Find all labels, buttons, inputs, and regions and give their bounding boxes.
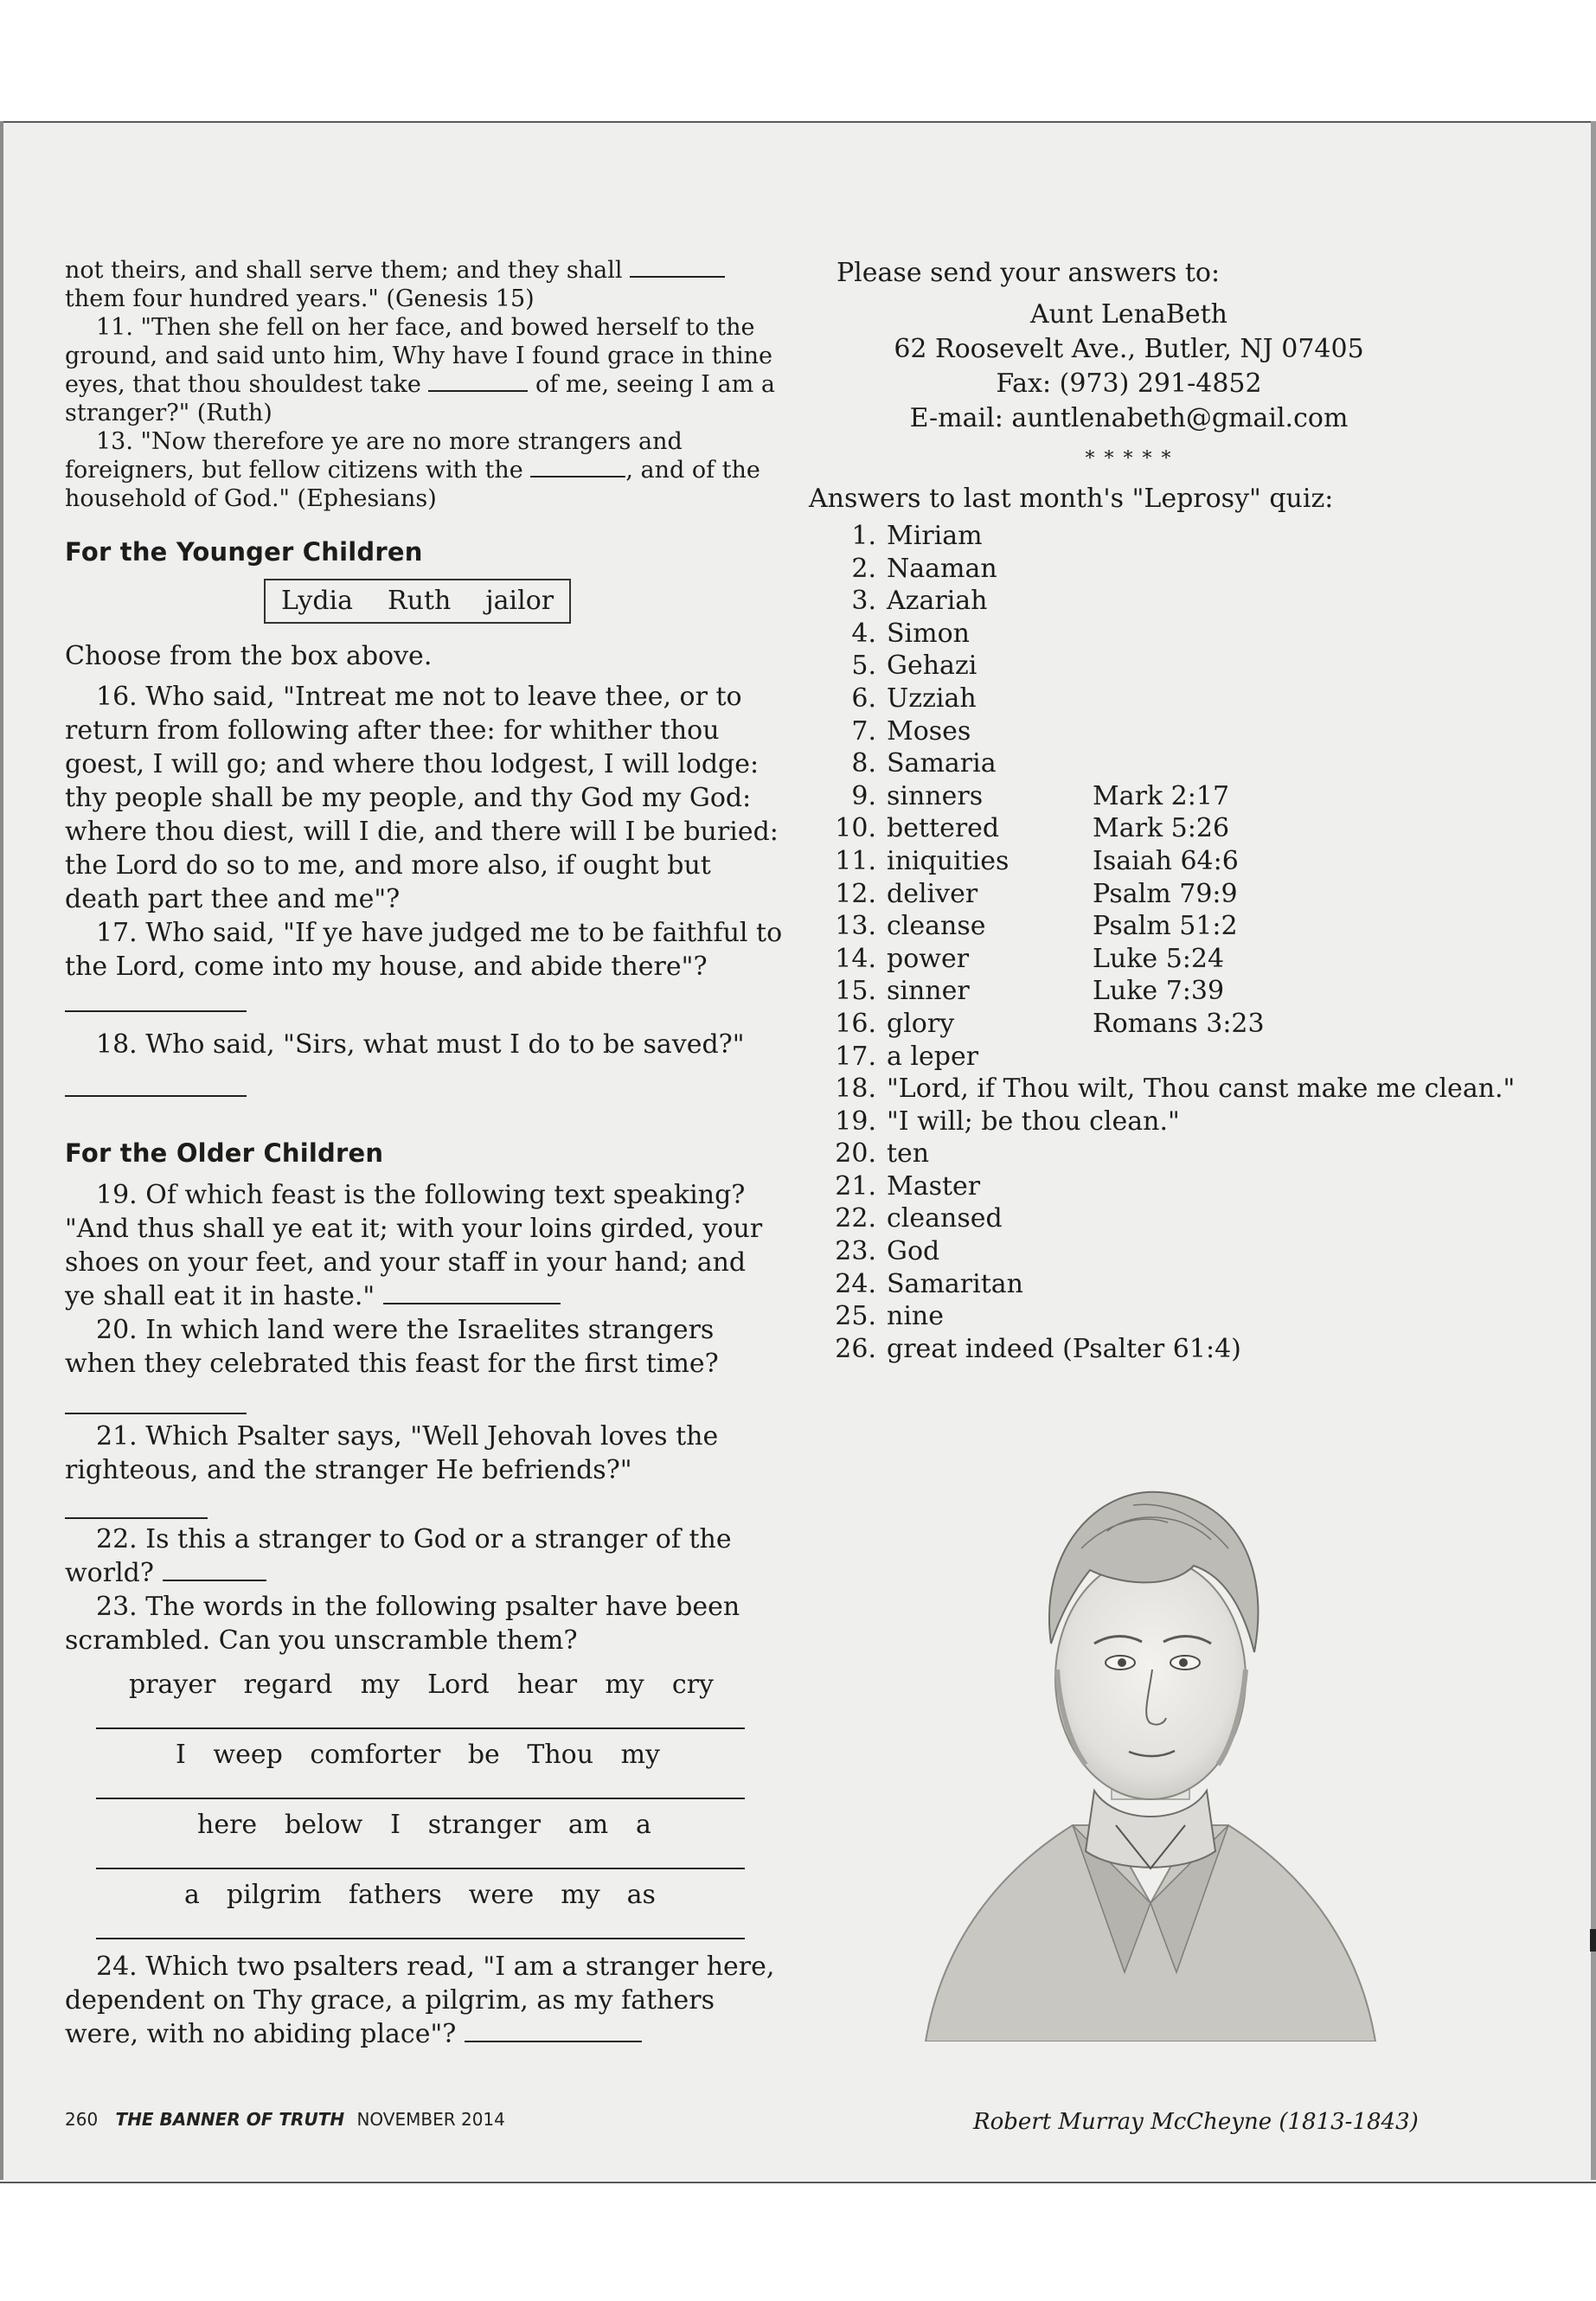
word-box-item: Lydia [281, 586, 354, 616]
answer-row: 16. glory Romans 3:23 [835, 1008, 1265, 1039]
question-11: 11. "Then she fell on her face, and bowed herself to the ground, and said unto him, Why have I found grace in thine eyes, that thou shouldest take of me, seeing I am a stranger?" (Ruth) [65, 314, 775, 426]
question-18: 18. Who said, "Sirs, what must I do to be saved?" [96, 1029, 745, 1060]
word-box [264, 579, 571, 624]
answer-blank[interactable] [630, 275, 725, 278]
right-column [809, 256, 1553, 1365]
younger-questions [65, 639, 783, 1097]
instruction: Choose from the box above. [65, 641, 433, 671]
answer-row: 24. Samaritan [835, 1268, 1023, 1299]
scan-edge-right [1591, 121, 1596, 2180]
answer-blank[interactable] [163, 1579, 266, 1581]
address-fax: Fax: (973) 291-4852 [996, 369, 1262, 399]
scan-edge-left [0, 121, 3, 2180]
question-23: 23. The words in the following psalter have been scrambled. Can you unscramble them? [65, 1592, 740, 1656]
answer-line[interactable] [96, 1937, 745, 1939]
page-number: 260 [65, 2109, 99, 2130]
question-13: 13. "Now therefore ye are no more strangers and foreigners, but fellow citizens with the , and of the household of God." (Ephesians) [65, 428, 760, 512]
answer-row: 22. cleansed [835, 1203, 1003, 1234]
scrambled-line: prayer regard my Lord hear my cry [129, 1670, 714, 1700]
answer-row: 12. deliver Psalm 79:9 [835, 878, 1238, 909]
older-children-heading: For the Older Children [65, 1138, 384, 1168]
answer-row: 8. Samaria [851, 748, 997, 779]
publication-name: THE BANNER OF TRUTH [115, 2109, 345, 2130]
answer-line[interactable] [65, 1412, 247, 1414]
answer-line[interactable] [65, 1009, 247, 1012]
answer-row: 25. nine [835, 1301, 944, 1332]
issue-date: NOVEMBER 2014 [356, 2109, 505, 2130]
question-10: not theirs, and shall serve them; and they shall them four hundred years." (Genesis 15) [65, 256, 783, 313]
answer-row: 3. Azariah [851, 586, 988, 617]
answer-row: 15. sinner Luke 7:39 [835, 976, 1225, 1007]
answer-blank[interactable] [383, 1302, 561, 1304]
answers-heading: Answers to last month's "Leprosy" quiz: [809, 484, 1334, 514]
answer-line[interactable] [65, 1516, 208, 1519]
answer-blank[interactable] [530, 475, 625, 478]
answer-row: 19. "I will; be thou clean." [835, 1106, 1180, 1137]
answer-row: 10. bettered Mark 5:26 [835, 813, 1230, 844]
answer-row: 14. power Luke 5:24 [835, 943, 1225, 974]
portrait-caption: Robert Murray McCheyne (1813-1843) [973, 2109, 1419, 2135]
address-street: 62 Roosevelt Ave., Butler, NJ 07405 [894, 334, 1364, 364]
answer-row: 20. ten [835, 1138, 930, 1170]
question-24: 24. Which two psalters read, "I am a stranger here, dependent on Thy grace, a pilgrim, as my fathers were, with no abiding place"? [65, 1952, 775, 2049]
answer-row: 1. Miriam [851, 521, 983, 551]
question-17: 17. Who said, "If ye have judged me to be faithful to the Lord, come into my house, and abide there"? [65, 918, 783, 982]
answer-row: 23. God [835, 1236, 940, 1267]
send-to-label: Please send your answers to: [836, 258, 1221, 288]
answer-row: 5. Gehazi [851, 651, 977, 682]
margin-mark [1590, 1929, 1596, 1952]
answer-row: 9. sinners Mark 2:17 [851, 780, 1230, 811]
scrambled-line: a pilgrim fathers were my as [184, 1880, 656, 1910]
answer-line[interactable] [96, 1867, 745, 1869]
question-22: 22. Is this a stranger to God or a stranger of the world? [65, 1524, 732, 1588]
answers-list [809, 520, 1553, 1365]
section-divider: * * * * * [1085, 448, 1173, 470]
scrambled-line: I weep comforter be Thou my [176, 1740, 660, 1770]
answer-row: 21. Master [835, 1170, 981, 1202]
scrambled-psalter [129, 1668, 714, 1939]
page-footer [65, 2109, 505, 2130]
answer-blank[interactable] [428, 389, 528, 392]
older-questions [65, 1178, 783, 2051]
word-box-item: Ruth [388, 586, 452, 616]
younger-children-heading: For the Younger Children [65, 537, 423, 567]
question-21: 21. Which Psalter says, "Well Jehovah loves the righteous, and the stranger He befriends?" [65, 1421, 719, 1485]
answer-row: 4. Simon [851, 618, 970, 649]
word-box-item: jailor [485, 586, 554, 616]
answer-line[interactable] [96, 1727, 745, 1729]
answer-row: 7. Moses [851, 715, 971, 747]
address-email[interactable]: E-mail: auntlenabeth@gmail.com [909, 403, 1349, 433]
left-column [65, 256, 783, 2051]
answer-row: 13. cleanse Psalm 51:2 [835, 911, 1238, 942]
question-16: 16. Who said, "Intreat me not to leave thee, or to return from following after thee: for whither thou goest, I will go; and where thou lodgest, I will lodge: thy people shall be my people, and thy God my God: where thou diest, will I die, and there will I be buried: the Lord do so to me, and more also, if ought but death part thee and me"? [65, 682, 779, 914]
answer-blank[interactable] [465, 2040, 642, 2042]
answer-line[interactable] [96, 1797, 745, 1799]
answer-row: 18. "Lord, if Thou wilt, Thou canst make me clean." [835, 1074, 1516, 1105]
answer-row: 26. great indeed (Psalter 61:4) [835, 1333, 1241, 1364]
continued-questions [65, 256, 783, 513]
question-19: 19. Of which feast is the following text speaking? "And thus shall ye eat it; with your loins girded, your shoes on your feet, and your staff in your hand; and ye shall eat it in haste." [65, 1180, 763, 1311]
portrait-sketch [908, 1419, 1393, 2041]
answer-row: 17. a leper [835, 1041, 979, 1072]
answer-row: 6. Uzziah [851, 683, 977, 714]
word-box-wrap [264, 579, 783, 624]
answer-line[interactable] [65, 1094, 247, 1097]
address-name: Aunt LenaBeth [1030, 299, 1227, 330]
question-20: 20. In which land were the Israelites strangers when they celebrated this feast for the first time? [65, 1315, 719, 1379]
answer-row: 2. Naaman [851, 553, 997, 584]
mailing-address [809, 298, 1449, 436]
scrambled-line: here below I stranger am a [197, 1810, 651, 1840]
answer-row: 11. iniquities Isaiah 64:6 [835, 845, 1239, 876]
